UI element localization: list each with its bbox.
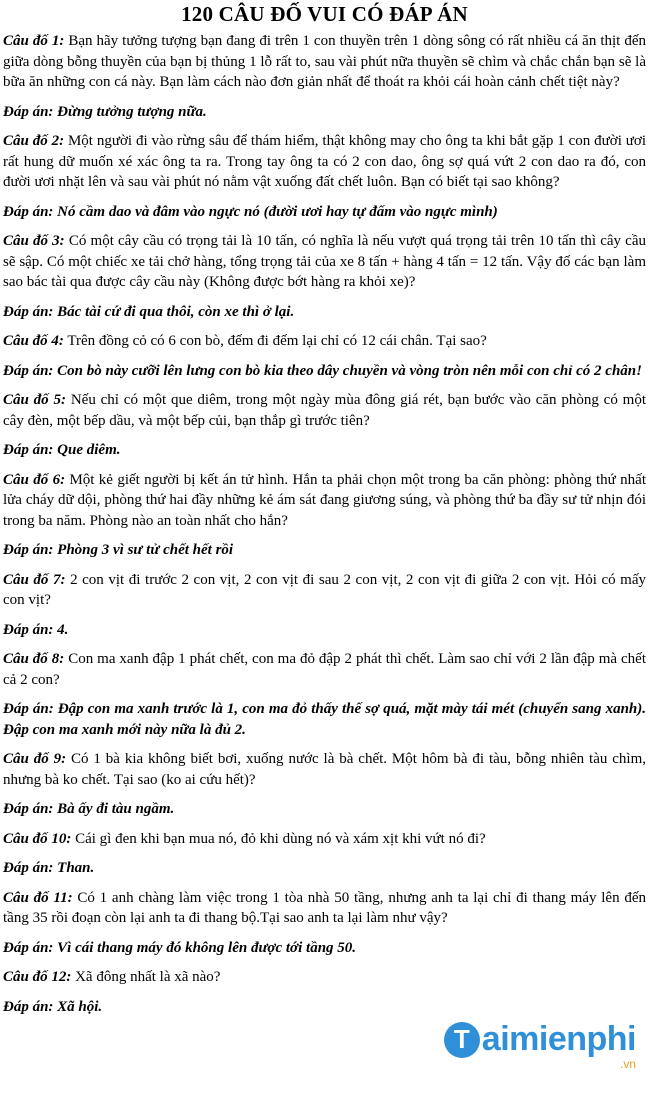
page-title: 120 CÂU ĐỐ VUI CÓ ĐÁP ÁN	[181, 2, 468, 26]
riddle-question	[3, 749, 646, 790]
riddle-text: Cái gì đen khi bạn mua nó, đỏ khi dùng nó và xám xịt khi vứt nó đi?	[71, 830, 486, 847]
watermark-logo-icon: T	[444, 1022, 480, 1058]
riddle-text: Có một cây cầu có trọng tải là 10 tấn, có nghĩa là nếu vượt quá trọng tải trên 10 tấn thì cây cầu sẽ sập. Có một chiếc xe tải chở hàng, tổng trọng tải của xe 8 tấn + hàng 4 tấn = 12 tấn. Vậy đố các bạn làm sao bác tài qua được cây cầu này (Không được bớt hàng ra khỏi xe)?	[3, 233, 647, 290]
riddle-text: Xã đông nhất là xã nào?	[71, 969, 221, 985]
riddle-answer: Đáp án: Đừng tưởng tượng nữa.	[3, 103, 207, 120]
watermark	[444, 1020, 636, 1071]
riddle-list	[3, 31, 646, 1017]
riddle-label: Câu đố 3:	[3, 233, 65, 249]
riddle-answer: Đáp án: 4.	[3, 621, 69, 638]
riddle-label: Câu đố 12:	[3, 969, 72, 985]
riddle-label: Câu đố 4:	[3, 333, 64, 349]
riddle-text: Nếu chỉ có một que diêm, trong một ngày mùa đông giá rét, bạn bước vào căn phòng có một cây đèn, một bếp dầu, và một bếp củi, bạn thắp gì trước tiên?	[3, 392, 646, 429]
riddle-answer: Đáp án: Than.	[3, 860, 95, 876]
riddle-text: Một kẻ giết người bị kết án tử hình. Hắn ta phải chọn một trong ba căn phòng: phòng thứ nhất lửa cháy dữ dội, phòng thứ hai đầy những kẻ ám sát đang giương súng, và phòng thứ ba đầy sư tử nhịn đói trong ba năm. Phòng nào an toàn nhất cho hắn?	[3, 471, 647, 529]
riddle-answer: Đáp án: Phòng 3 vì sư tử chết hết rồi	[3, 542, 234, 558]
riddle-label: Câu đố 1:	[3, 33, 65, 49]
riddle-question	[3, 967, 646, 988]
riddle-text: Trên đồng cỏ có 6 con bò, đếm đi đếm lại chỉ có 12 cái chân. Tại sao?	[63, 333, 487, 349]
riddle-label: Câu đố 6:	[3, 471, 66, 488]
riddle-question	[3, 470, 646, 532]
riddle-answer: Đáp án: Xã hội.	[3, 998, 103, 1015]
riddle-question	[3, 31, 646, 93]
riddle-answer: Đáp án: Đập con ma xanh trước là 1, con ma đỏ thấy thế sợ quá, mặt mày tái mét (chuyển sang xanh). Đập con ma xanh mới này nữa là đủ 2.	[3, 701, 646, 738]
riddle-label: Câu đố 8:	[3, 651, 65, 667]
riddle-label: Câu đố 11:	[3, 889, 73, 906]
riddle-label: Câu đố 7:	[3, 571, 66, 588]
riddle-answer: Đáp án: Bà ấy đi tàu ngầm.	[3, 801, 175, 817]
riddle-text: Một người đi vào rừng sâu để thám hiểm, thật không may cho ông ta khi bắt gặp 1 con đười ươi rất hung dữ muốn xé xác ông ta ra. Trong tay ông ta có 2 con dao, ông sợ quá vứt 2 con dao ra đó, con đười ươi nhặt lên và sau vài phút nó nằm vật xuống đất chết luôn. Bạn có biết tại sao không?	[3, 133, 646, 190]
riddle-answer: Đáp án: Bác tài cứ đi qua thôi, còn xe thì ở lại.	[3, 303, 295, 320]
riddle-answer: Đáp án: Nó cầm dao và đâm vào ngực nó (đười ươi hay tự đấm vào ngực mình)	[3, 203, 498, 220]
watermark-suffix: .vn	[619, 1057, 636, 1071]
riddle-text: 2 con vịt đi trước 2 con vịt, 2 con vịt đi sau 2 con vịt, 2 con vịt đi giữa 2 con vịt. Hỏi có mấy con vịt?	[3, 571, 647, 608]
riddle-text: Con ma xanh đập 1 phát chết, con ma đỏ đập 2 phát thì chết. Làm sao chỉ với 2 lần đập mà chết cả 2 con?	[3, 651, 647, 688]
riddle-answer: Đáp án: Vì cái thang máy đó không lên được tới tầng 50.	[3, 939, 357, 956]
document-page	[0, 2, 650, 1017]
riddle-text: Có 1 anh chàng làm việc trong 1 tòa nhà 50 tầng, nhưng anh ta lại chỉ đi thang máy lên đến tầng 35 rồi đoạn còn lại anh ta đi thang bộ.Tại sao anh ta lại làm như vậy?	[3, 889, 647, 926]
riddle-question	[3, 829, 646, 850]
riddle-question	[3, 331, 646, 352]
riddle-question	[3, 888, 646, 929]
riddle-label: Câu đố 5:	[3, 392, 66, 408]
riddle-text: Có 1 bà kia không biết bơi, xuống nước là bà chết. Một hôm bà đi tàu, bỗng nhiên tàu chìm, nhưng bà ko chết. Tại sao (ko ai cứu hết)?	[3, 751, 647, 788]
riddle-text: Bạn hãy tưởng tượng bạn đang đi trên 1 con thuyền trên 1 dòng sông có rất nhiều cá ăn thịt đến giữa dòng bỗng thuyền của bạn bị thủng 1 lỗ rất to, sau vài phút nữa thuyền sẽ chìm và chắc chắn bạn sẽ là bữa ăn những con cá này. Bạn làm cách nào đơn giản nhất để thoát ra khỏi cái hoàn cảnh chết tiệt này?	[3, 33, 646, 90]
riddle-answer: Đáp án: Que diêm.	[3, 442, 121, 458]
riddle-label: Câu đố 2:	[3, 133, 65, 149]
riddle-label: Câu đố 9:	[3, 751, 67, 767]
riddle-question	[3, 570, 646, 611]
riddle-question	[3, 231, 646, 293]
riddle-question	[3, 131, 646, 193]
riddle-question	[3, 390, 646, 431]
riddle-answer: Đáp án: Con bò này cưỡi lên lưng con bò kia theo dây chuyền và vòng tròn nên mỗi con chỉ có 2 chân!	[3, 362, 642, 379]
riddle-label: Câu đố 10:	[3, 830, 72, 847]
riddle-question	[3, 649, 646, 690]
watermark-text: aimienphi	[481, 1020, 636, 1058]
